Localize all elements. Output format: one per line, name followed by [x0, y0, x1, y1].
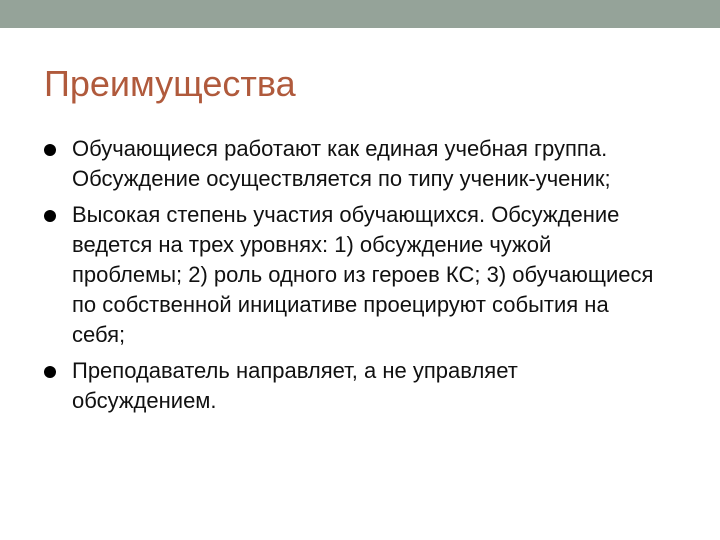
bullet-text: Преподаватель направляет, а не управляет обсуждением.	[72, 358, 518, 413]
slide-title: Преимущества	[44, 63, 296, 104]
bullet-dot-icon	[44, 366, 56, 378]
bullet-dot-icon	[44, 210, 56, 222]
bullet-item	[44, 134, 664, 194]
bullet-item	[44, 356, 664, 416]
bullet-dot-icon	[44, 144, 56, 156]
top-decorative-bar	[0, 0, 720, 28]
bullet-text: Обучающиеся работают как единая учебная группа. Обсуждение осуществляется по типу ученик-ученик;	[72, 136, 611, 191]
bullet-list	[44, 134, 664, 422]
bullet-text: Высокая степень участия обучающихся. Обсуждение ведется на трех уровнях: 1) обсуждение чужой проблемы; 2) роль одного из героев КС; 3) обучающиеся по собственной инициативе проецируют события на себя;	[72, 202, 654, 347]
bullet-item	[44, 200, 664, 350]
